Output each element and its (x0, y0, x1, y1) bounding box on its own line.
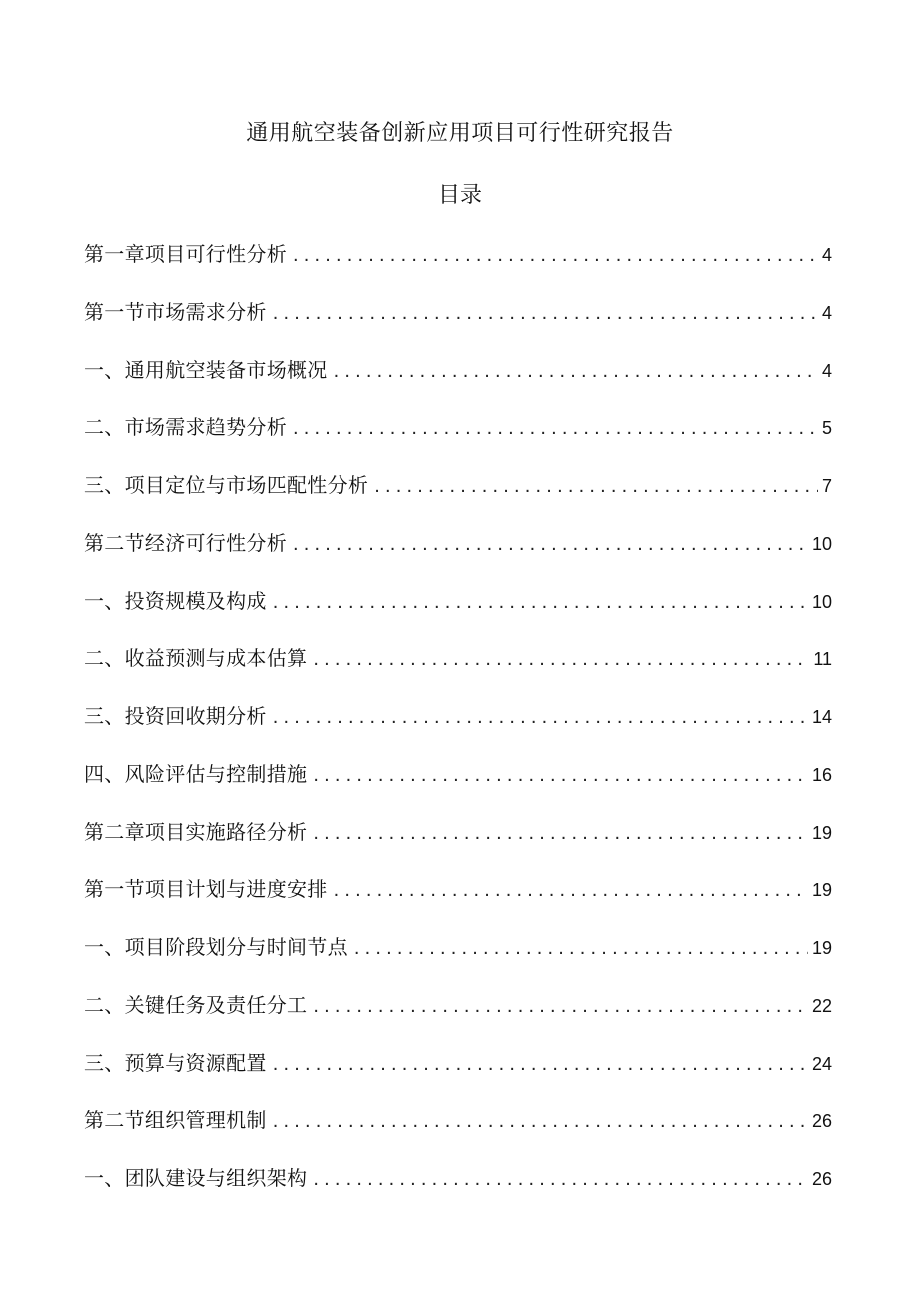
toc-dot-leader (313, 757, 808, 793)
toc-entry-page-number: 7 (821, 476, 832, 496)
toc-entry-page-number: 22 (811, 995, 832, 1016)
toc-dot-leader (313, 641, 809, 677)
toc-dot-leader (334, 353, 818, 389)
toc-entry-page-number: 4 (821, 302, 832, 323)
toc-entry[interactable] (84, 409, 832, 467)
toc-entry[interactable] (84, 871, 832, 929)
toc-entry-page-number: 10 (811, 591, 832, 612)
toc-entry-page-number: 11 (813, 649, 832, 670)
toc-entry[interactable] (84, 467, 832, 525)
toc-entry[interactable] (84, 236, 832, 294)
toc-dot-leader (273, 295, 818, 331)
toc-entry-label: 一、通用航空装备市场概况 (84, 357, 328, 382)
toc-entry-page-number: 19 (811, 880, 832, 901)
document-title: 通用航空装备创新应用项目可行性研究报告 (246, 121, 674, 146)
toc-entry-page-number: 4 (821, 360, 832, 381)
toc-entry[interactable] (84, 583, 832, 641)
toc-entry-label: 第二节组织管理机制 (84, 1108, 267, 1133)
toc-entry-label: 一、团队建设与组织架构 (84, 1166, 308, 1190)
toc-dot-leader (354, 930, 808, 966)
toc-entry-label: 二、市场需求趋势分析 (84, 415, 287, 440)
toc-entry-label: 一、投资规模及构成 (84, 588, 267, 613)
toc-dot-leader (293, 526, 808, 562)
toc-dot-leader (273, 699, 808, 735)
toc-heading: 目录 (437, 183, 482, 208)
toc-entry[interactable] (84, 1045, 832, 1103)
toc-entry[interactable] (84, 640, 832, 698)
toc-entry[interactable] (84, 352, 832, 410)
toc-entry-page-number: 10 (811, 533, 832, 554)
toc-dot-leader (313, 988, 808, 1024)
toc-dot-leader (293, 410, 818, 446)
toc-entry[interactable] (84, 1102, 832, 1160)
toc-entry-label: 第一节项目计划与进度安排 (84, 877, 328, 902)
toc-entry-label: 一、项目阶段划分与时间节点 (84, 935, 348, 959)
toc-entry-page-number: 24 (811, 1053, 832, 1074)
toc-entry[interactable] (84, 698, 832, 756)
toc-entry-page-number: 5 (821, 418, 832, 439)
toc-entry[interactable] (84, 929, 832, 987)
toc-dot-leader (334, 872, 808, 908)
toc-entry-page-number: 26 (811, 1111, 832, 1132)
toc-dot-leader (374, 468, 818, 504)
table-of-contents (84, 236, 832, 1218)
toc-dot-leader (313, 815, 808, 851)
toc-entry-page-number: 19 (811, 822, 832, 843)
toc-entry[interactable] (84, 294, 832, 352)
toc-dot-leader (313, 1161, 808, 1197)
toc-entry[interactable] (84, 525, 832, 583)
toc-entry-page-number: 4 (821, 245, 832, 265)
toc-entry-page-number: 14 (811, 707, 832, 727)
toc-entry-label: 二、收益预测与成本估算 (84, 646, 308, 671)
toc-entry-label: 第二节经济可行性分析 (84, 530, 287, 555)
toc-entry[interactable] (84, 987, 832, 1045)
toc-entry-page-number: 19 (811, 938, 832, 958)
toc-entry-label: 第一节市场需求分析 (84, 299, 267, 324)
toc-entry[interactable] (84, 1160, 832, 1218)
toc-entry-label: 第二章项目实施路径分析 (84, 819, 308, 844)
toc-entry-label: 四、风险评估与控制措施 (84, 761, 308, 786)
toc-entry-label: 三、投资回收期分析 (84, 704, 267, 728)
toc-dot-leader (273, 584, 808, 620)
toc-entry-page-number: 16 (811, 764, 832, 785)
toc-entry-page-number: 26 (811, 1169, 832, 1189)
toc-entry-label: 二、关键任务及责任分工 (84, 992, 308, 1017)
toc-entry-label: 三、项目定位与市场匹配性分析 (84, 473, 369, 497)
toc-entry-label: 第一章项目可行性分析 (84, 242, 287, 266)
toc-entry-label: 三、预算与资源配置 (84, 1050, 267, 1075)
toc-entry[interactable] (84, 814, 832, 872)
toc-dot-leader (273, 1103, 808, 1139)
toc-entry[interactable] (84, 756, 832, 814)
toc-dot-leader (273, 1046, 808, 1082)
toc-dot-leader (293, 237, 818, 273)
